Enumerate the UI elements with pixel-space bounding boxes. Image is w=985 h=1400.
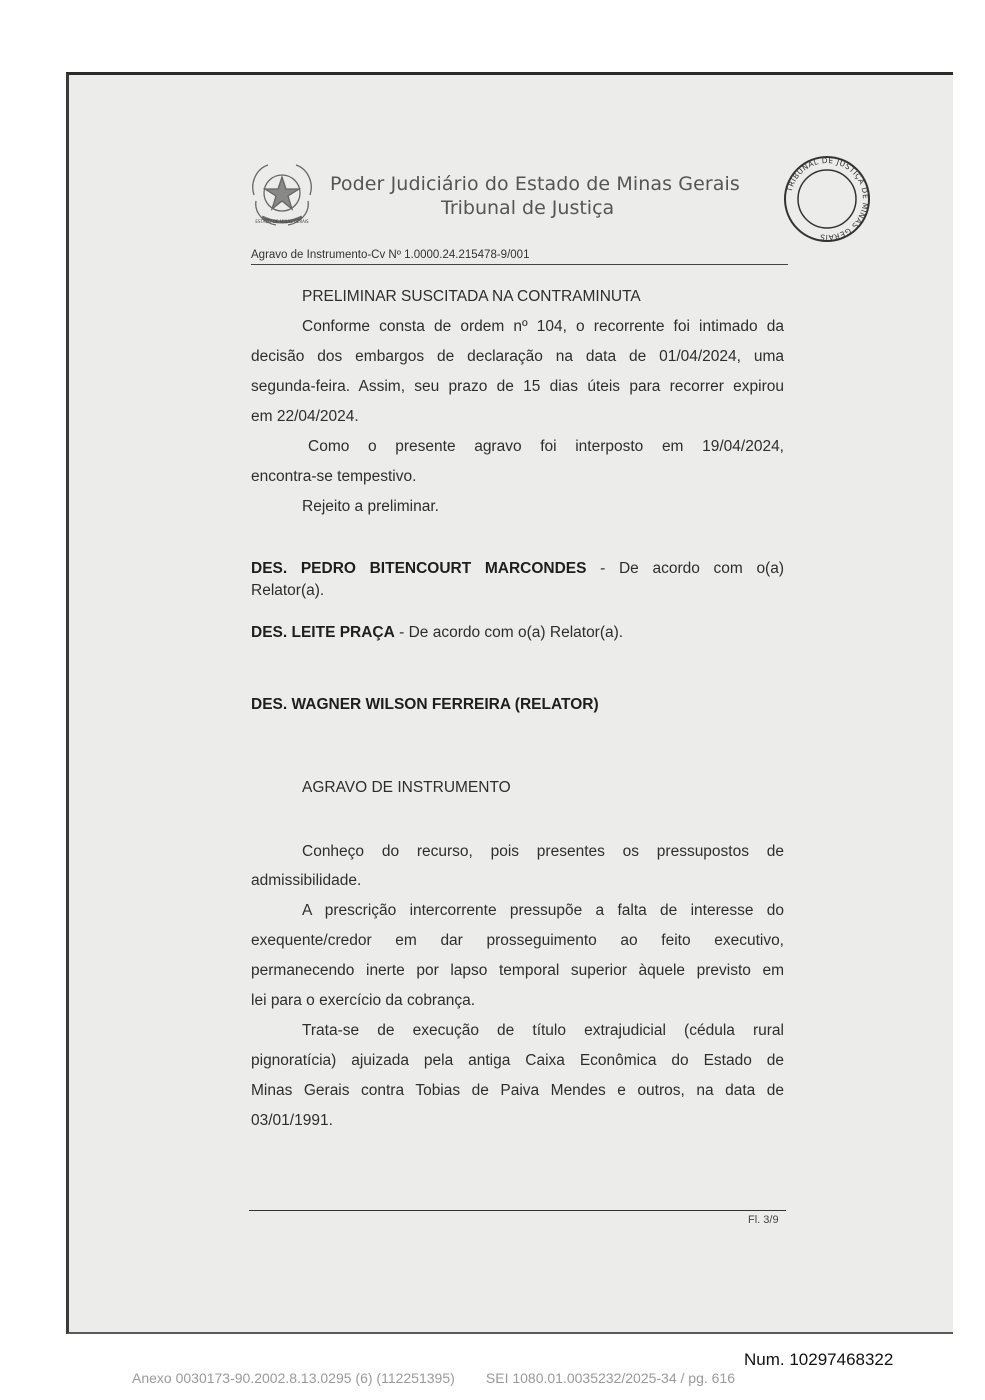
para3: Rejeito a preliminar. [302,498,439,515]
vote2 [251,618,623,648]
footer-divider [249,1210,786,1211]
vote2-judge-name: DES. LEITE PRAÇA [251,624,395,641]
vote1-line1 [251,554,784,584]
process-reference: Agravo de Instrumento-Cv Nº 1.0000.24.215478-9/001 [251,249,530,261]
page-folio: Fl. 3/9 [748,1214,779,1226]
para6-line3: Minas Gerais contra Tobias de Paiva Mendes e outros, na data de [251,1082,784,1099]
para2-line1: Como o presente agravo foi interposto em 19/04/2024, [308,438,784,455]
para4-line1: Conheço do recurso, pois presentes os pressupostos de [302,843,784,860]
document-number-stamp: Num. 10297468322 [744,1350,894,1369]
vote2-text: - De acordo com o(a) Relator(a). [394,624,624,641]
vote1-judge-name: DES. PEDRO BITENCOURT MARCONDES [251,560,587,577]
para4-line2: admissibilidade. [251,872,362,889]
para1-line1: Conforme consta de ordem nº 104, o recorrente foi intimado da [302,318,784,335]
crest-text: ESTADO DE MINAS GERAIS [255,219,309,224]
para5-line2: exequente/credor em dar prosseguimento ao feito executivo, [251,932,784,949]
annex-reference-stamp: Anexo 0030173-90.2002.8.13.0295 (6) (112251395) SEI 1080.01.0035232/2025-34 / pg. 616 [132,1370,735,1386]
para5-line1: A prescrição intercorrente pressupõe a falta de interesse do [302,902,784,919]
vote1-line2: Relator(a). [251,582,325,599]
header-divider [251,264,788,265]
para5-line3: permanecendo inerte por lapso temporal superior àquele previsto em [251,962,784,979]
agravo-heading: AGRAVO DE INSTRUMENTO [302,779,511,796]
para1-line4: em 22/04/2024. [251,408,359,425]
seal-text: TRIBUNAL DE JUSTIÇA DE MINAS GERAIS [784,155,871,243]
vote1-text: - De acordo com o(a) [586,560,785,577]
court-seal-icon [778,155,876,243]
coat-of-arms-icon [242,155,322,235]
para5-line4: lei para o exercício da cobrança. [251,992,476,1009]
court-title: Poder Judiciário do Estado de Minas Gerais [330,173,740,195]
para1-line3: segunda-feira. Assim, seu prazo de 15 dias úteis para recorrer expirou [251,378,784,395]
para1-line2: decisão dos embargos de declaração na data de 01/04/2024, uma [251,348,784,365]
preliminar-heading: PRELIMINAR SUSCITADA NA CONTRAMINUTA [302,288,641,305]
para2-line2: encontra-se tempestivo. [251,468,417,485]
relator-heading [251,690,599,720]
relator-name: DES. WAGNER WILSON FERREIRA (RELATOR) [251,696,599,713]
para6-line4: 03/01/1991. [251,1112,333,1129]
court-subtitle: Tribunal de Justiça [441,197,615,219]
para6-line2: pignoratícia) ajuizada pela antiga Caixa Econômica do Estado de [251,1052,784,1069]
para6-line1: Trata-se de execução de título extrajudicial (cédula rural [302,1022,784,1039]
